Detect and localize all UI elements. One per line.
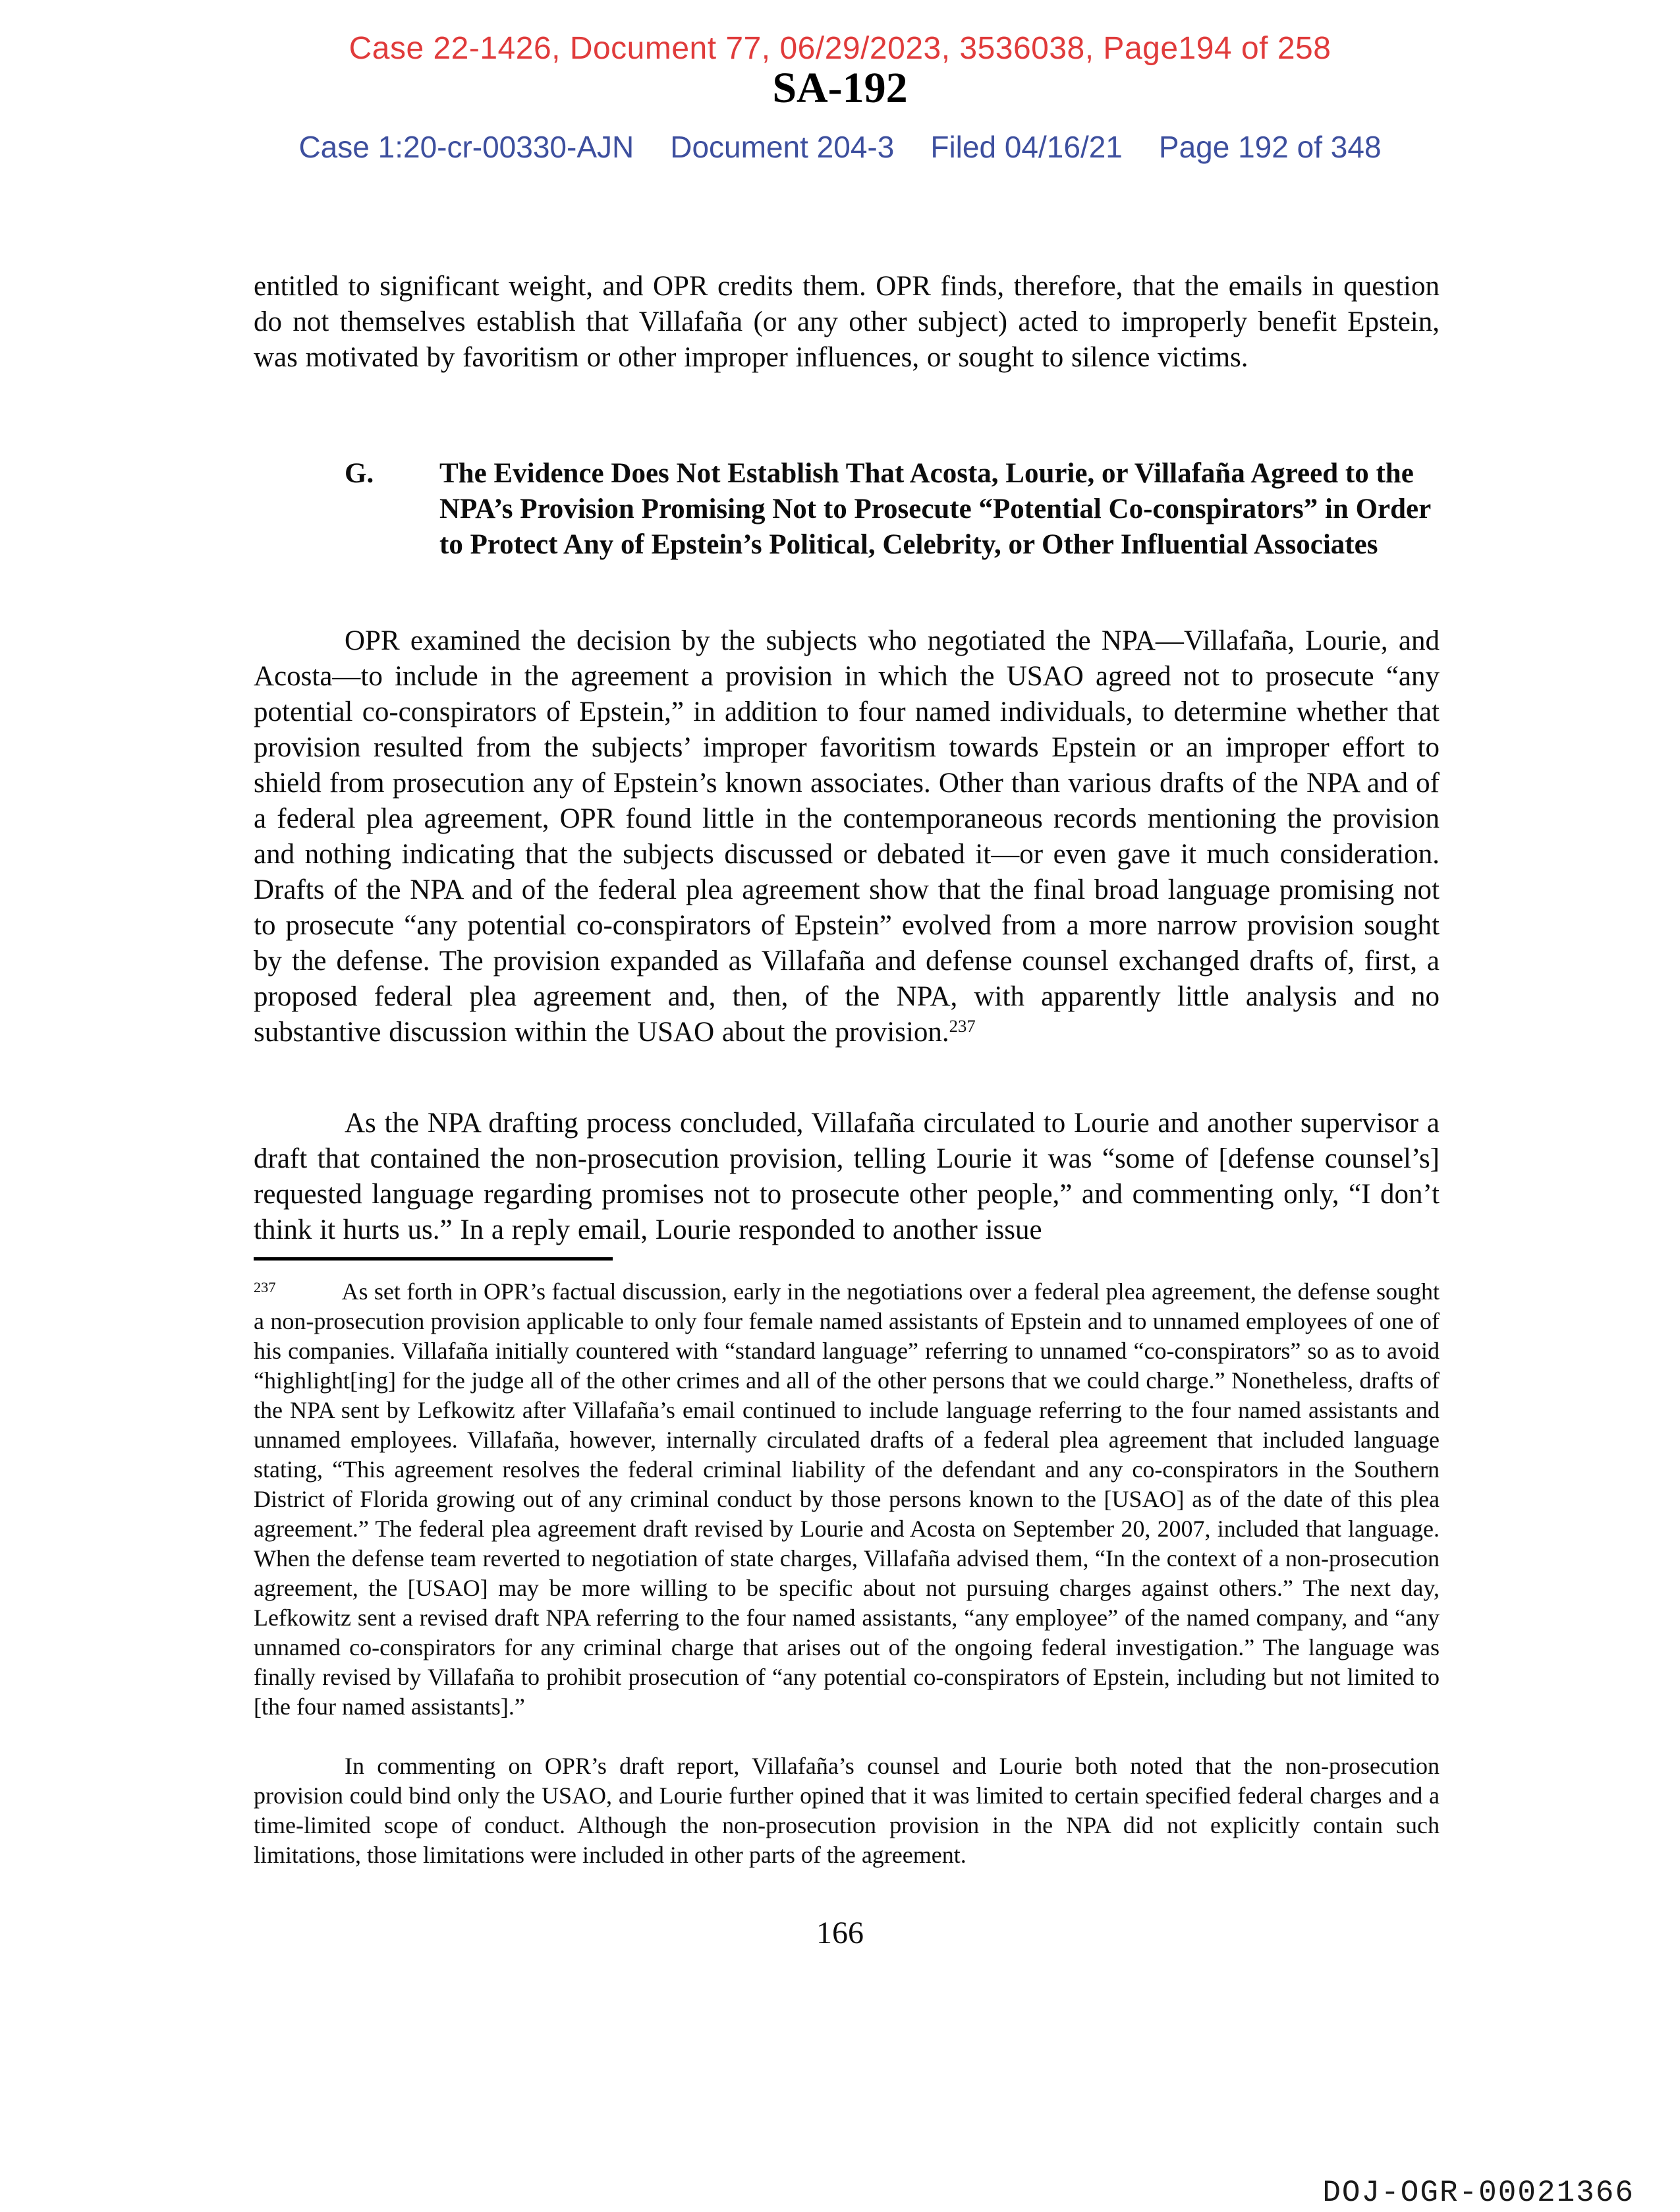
body-paragraph-3: As the NPA drafting process concluded, Villafaña circulated to Lourie and another supervisor a draft that contained the non-prosecution provision, telling Lourie it was “some of [defense counsel’s] requested language regarding promises not to prosecute other people,” and commenting only, “I don’t think it hurts us.” In a reply email, Lourie responded to another issue: [254, 1108, 1440, 1245]
body-paragraph-1: entitled to significant weight, and OPR credits them. OPR finds, therefore, that the emails in question do not themselves establish that Villafaña (or any other subject) acted to improperly benefit Epstein, was motivated by favoritism or other improper influences, or sought to silence victims.: [254, 271, 1440, 373]
footnote-237-paragraph-2: In commenting on OPR’s draft report, Villafaña’s counsel and Lourie both noted that the non-prosecution provision could bind only the USAO, and Lourie further opined that it was limited to certain specified federal charges and a time-limited scope of conduct. Although the non-prosecution provision in the NPA did not explicitly contain such limitations, those limitations were included in other parts of the agreement.: [254, 1753, 1440, 1868]
footnote-separator-rule: [254, 1257, 613, 1261]
district-case-number: Case 1:20-cr-00330-AJN: [298, 130, 634, 164]
page-number: 166: [816, 1915, 864, 1950]
section-heading-g: [345, 456, 1440, 563]
section-heading-text: The Evidence Does Not Establish That Acosta, Lourie, or Villafaña Agreed to the NPA’s Provision Promising Not to Prosecute “Potential Co-conspirators” in Order to Protect Any of Epstein’s Political, Celebrity, or Other Influential Associates: [439, 458, 1431, 560]
appellate-case-stamp: Case 22-1426, Document 77, 06/29/2023, 3536038, Page194 of 258: [349, 31, 1331, 66]
district-court-stamp: [0, 129, 1680, 165]
footnote-237: [254, 1277, 1440, 1722]
footnote-reference-237: 237: [949, 1016, 976, 1036]
body-paragraph-2-text: OPR examined the decision by the subjects who negotiated the NPA—Villafaña, Lourie, and Acosta—to include in the agreement a provision in which the USAO agreed not to prosecute “any potential co-conspirators of Epstein,” in addition to four named individuals, to determine whether that provision resulted from the subjects’ improper favoritism towards Epstein or an improper effort to shield from prosecution any of Epstein’s known associates. Other than various drafts of the NPA and of a federal plea agreement, OPR found little in the contemporaneous records mentioning the provision and nothing indicating that the subjects discussed or debated it—or even gave it much consideration. Drafts of the NPA and of the federal plea agreement show that the final broad language promising not to prosecute “any potential co-conspirators of Epstein” evolved from a more narrow provision sought by the defense. The provision expanded as Villafaña and defense counsel exchanged drafts of, first, a proposed federal plea agreement and, then, of the NPA, with apparently little analysis and no substantive discussion within the USAO about the provision.: [254, 625, 1440, 1048]
footnote-237-paragraph-1: As set forth in OPR’s factual discussion, early in the negotiations over a federal plea agreement, the defense sought a non-prosecution provision applicable to only four female named assistants of Epstein and to unnamed employees of one of his companies. Villafaña initially countered with “standard language” referring to unnamed “co-conspirators” so as to avoid “highlight[ing] for the judge all of the other crimes and all of the other persons that we could charge.” Nonetheless, drafts of the NPA sent by Lefkowitz after Villafaña’s email continued to include language referring to the four named assistants and unnamed employees. Villafaña, however, internally circulated drafts of a federal plea agreement that included language stating, “This agreement resolves the federal criminal liability of the defendant and any co-conspirators in the Southern District of Florida growing out of any criminal conduct by those persons known to the [USAO] as of the date of this plea agreement.” The federal plea agreement draft revised by Lourie and Acosta on September 20, 2007, included that language. When the defense team reverted to negotiation of state charges, Villafaña advised them, “In the context of a non-prosecution agreement, the [USAO] may be more willing to be specific about not pursuing charges against others.” The next day, Lefkowitz sent a revised draft NPA referring to the four named assistants, “any employee” of the named company, and “any unnamed co-conspirators for any criminal charge that arises out of the ongoing federal investigation.” The language was finally revised by Villafaña to prohibit prosecution of “any potential co-conspirators of Epstein, including but not limited to [the four named assistants].”: [254, 1278, 1440, 1720]
bates-stamp: DOJ-OGR-00021366: [1322, 2176, 1635, 2210]
district-filed-date: Filed 04/16/21: [930, 130, 1123, 164]
body-paragraph-2: [254, 623, 1440, 1050]
footnote-237-marker: 237: [254, 1279, 276, 1295]
appendix-page-label: SA-192: [772, 64, 908, 112]
footnote-section: [254, 1277, 1440, 1870]
district-page-number: Page 192 of 348: [1158, 130, 1382, 164]
section-heading-label: G.: [345, 458, 374, 489]
district-document-number: Document 204-3: [670, 130, 895, 164]
